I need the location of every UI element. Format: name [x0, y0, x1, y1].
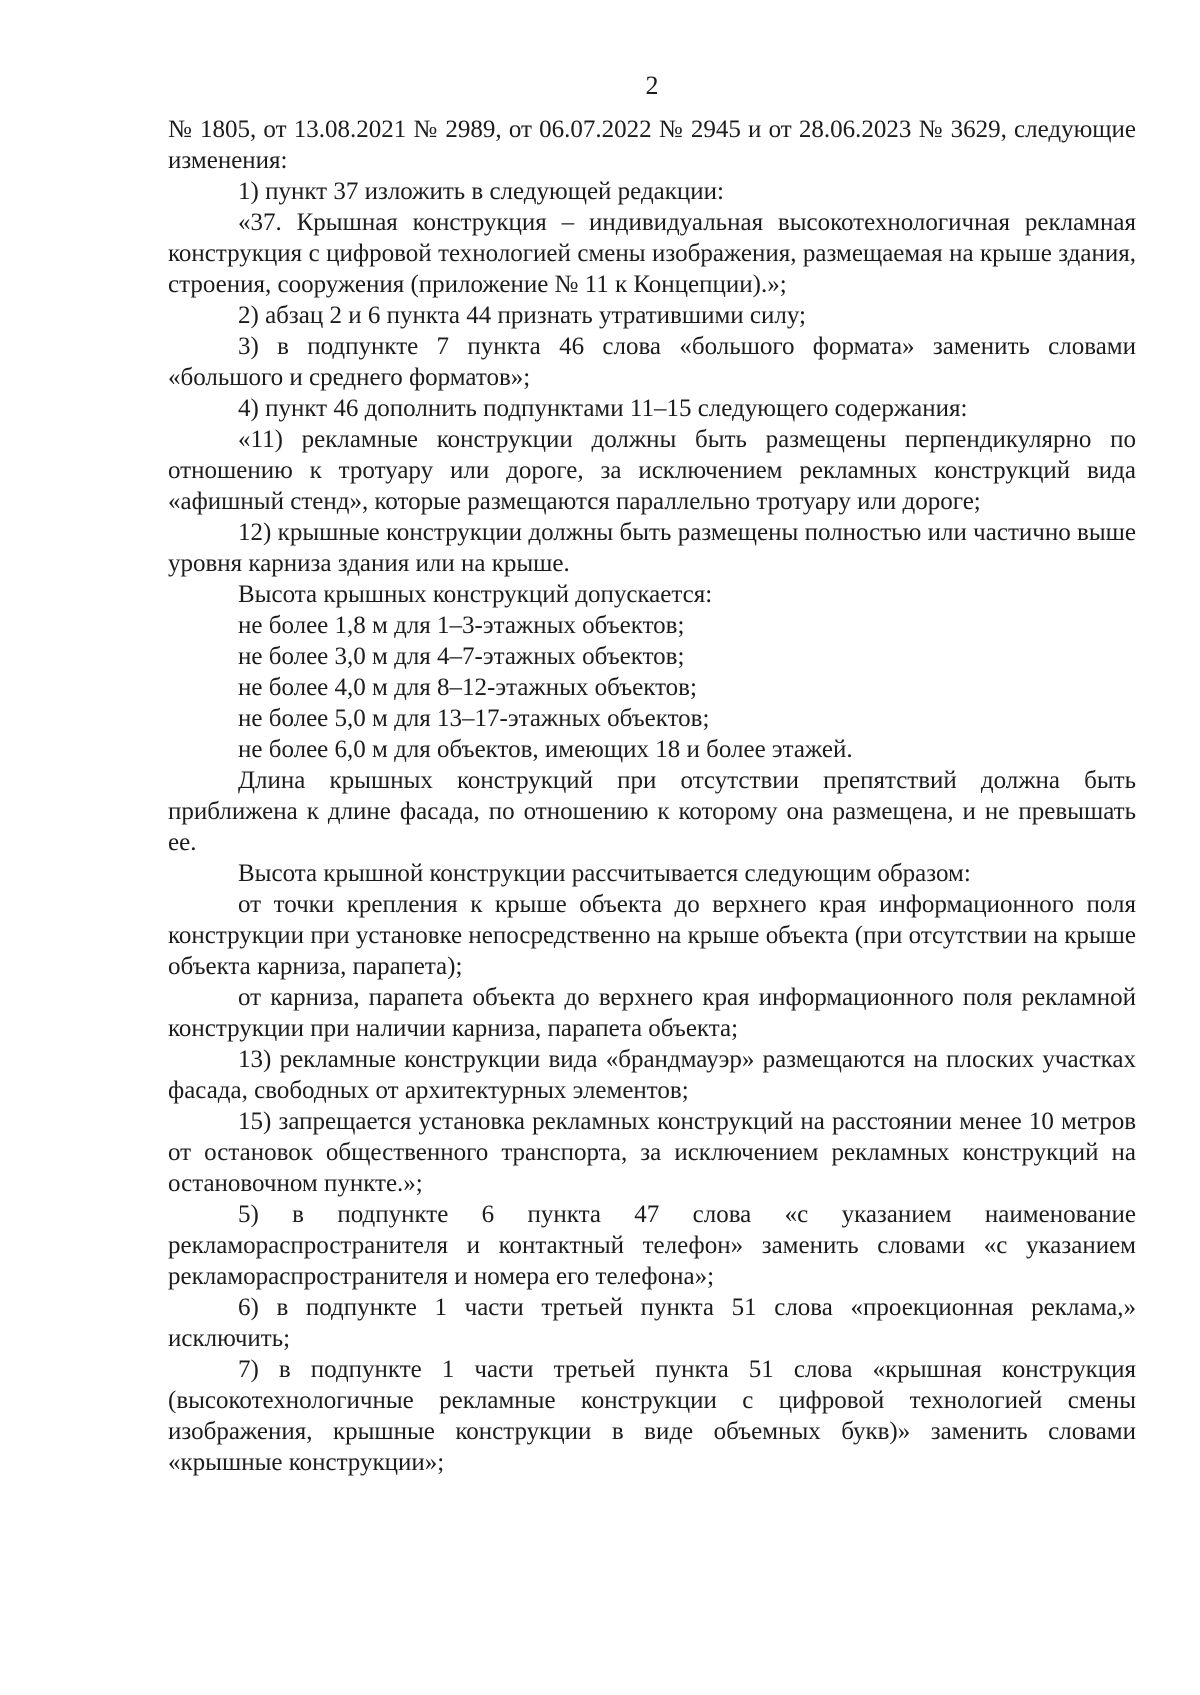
paragraph-height-4: не более 5,0 м для 13–17-этажных объектов;: [238, 705, 710, 732]
paragraph-length: Длина крышных конструкций при отсутствии препятствий должна быть приближена к длине фасада, по отношению к которому она размещена, и не превышать ее.: [168, 767, 1136, 856]
paragraph-calc-1: от точки крепления к крыше объекта до верхнего края информационного поля конструкции при установке непосредственно на крыше объекта (при отсутствии на крыше объекта карниза, парапета);: [168, 891, 1136, 980]
paragraph-item-4: 4) пункт 46 дополнить подпунктами 11–15 следующего содержания:: [238, 395, 968, 422]
paragraph-item-5: 5) в подпункте 6 пункта 47 слова «с указанием наименование рекламораспространителя и контактный телефон» заменить словами «с указанием рекламораспространителя и номера его телефона»;: [168, 1201, 1136, 1290]
paragraph-subitem-11: «11) рекламные конструкции должны быть размещены перпендикулярно по отношению к тротуару или дороге, за исключением рекламных конструкций вида «афишный стенд», которые размещаются параллельно тротуару или дороге;: [168, 426, 1136, 515]
paragraph-item-2: 2) абзац 2 и 6 пункта 44 признать утратившими силу;: [238, 302, 806, 329]
document-body: [168, 114, 1136, 1478]
paragraph-calc-intro: Высота крышной конструкции рассчитывается следующим образом:: [238, 860, 971, 887]
paragraph-item-1: 1) пункт 37 изложить в следующей редакции:: [238, 178, 724, 205]
paragraph-subitem-13: 13) рекламные конструкции вида «брандмауэр» размещаются на плоских участках фасада, свободных от архитектурных элементов;: [168, 1046, 1136, 1104]
paragraph-item-3: 3) в подпункте 7 пункта 46 слова «большого формата» заменить словами «большого и среднего форматов»;: [168, 333, 1136, 391]
paragraph-quote-37: «37. Крышная конструкция – индивидуальная высокотехнологичная рекламная конструкция с цифровой технологией смены изображения, размещаемая на крыше здания, строения, сооружения (приложение № 11 к Концепции).»;: [168, 209, 1136, 298]
paragraph-item-7: 7) в подпункте 1 части третьей пункта 51 слова «крышная конструкция (высокотехнологичные рекламные конструкции с цифровой технологией смены изображения, крышные конструкции в виде объемных букв)» заменить словами «крышные конструкции»;: [168, 1356, 1136, 1476]
paragraph-subitem-15: 15) запрещается установка рекламных конструкций на расстоянии менее 10 метров от остановок общественного транспорта, за исключением рекламных конструкций на остановочном пункте.»;: [168, 1108, 1136, 1197]
paragraph-subitem-12: 12) крышные конструкции должны быть размещены полностью или частично выше уровня карниза здания или на крыше.: [168, 519, 1136, 577]
paragraph-height-1: не более 1,8 м для 1–3-этажных объектов;: [238, 612, 685, 639]
paragraph-height-intro: Высота крышных конструкций допускается:: [238, 581, 713, 608]
paragraph-item-6: 6) в подпункте 1 части третьей пункта 51 слова «проекционная реклама,» исключить;: [168, 1294, 1136, 1352]
page-number: 2: [645, 71, 659, 100]
paragraph-calc-2: от карниза, парапета объекта до верхнего края информационного поля рекламной конструкции при наличии карниза, парапета объекта;: [168, 984, 1136, 1042]
paragraph-height-2: не более 3,0 м для 4–7-этажных объектов;: [238, 643, 685, 670]
paragraph-height-3: не более 4,0 м для 8–12-этажных объектов;: [238, 674, 697, 701]
paragraph-height-5: не более 6,0 м для объектов, имеющих 18 и более этажей.: [238, 736, 853, 763]
paragraph-continuation: № 1805, от 13.08.2021 № 2989, от 06.07.2022 № 2945 и от 28.06.2023 № 3629, следующие изменения:: [168, 116, 1136, 174]
